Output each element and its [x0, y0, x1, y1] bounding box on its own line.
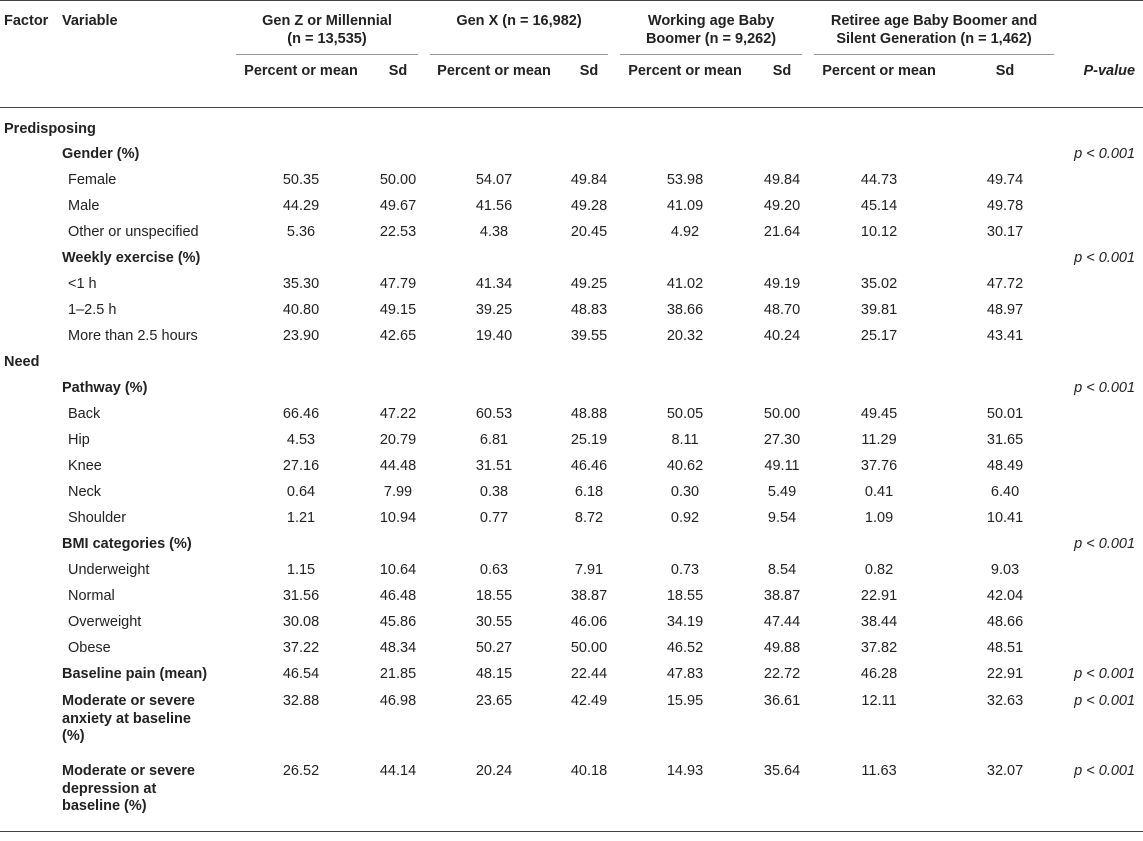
- cell-sd: 49.25: [570, 276, 608, 292]
- row-label: More than 2.5 hours: [68, 328, 198, 344]
- cell-percent-or-mean: 5.36: [286, 224, 316, 240]
- cell-sd: 50.00: [379, 172, 417, 188]
- group-working-line1: Working age Baby: [647, 13, 775, 29]
- subheader-pm: Percent or mean: [628, 63, 742, 79]
- cell-percent-or-mean: 30.55: [475, 614, 513, 630]
- cell-sd: 40.18: [570, 763, 608, 779]
- table-row: [0, 505, 1143, 531]
- cell-sd: 32.07: [986, 763, 1024, 779]
- section-row: [0, 107, 1143, 141]
- cell-percent-or-mean: 41.09: [666, 198, 704, 214]
- cell-percent-or-mean: 0.41: [864, 484, 894, 500]
- cell-sd: 8.54: [767, 562, 797, 578]
- row-label-line: depression at: [62, 780, 157, 797]
- cell-percent-or-mean: 50.35: [282, 172, 320, 188]
- cell-sd: 44.14: [379, 763, 417, 779]
- row-label-line: Moderate or severe: [62, 693, 195, 709]
- cell-sd: 49.84: [570, 172, 608, 188]
- cell-percent-or-mean: 31.51: [475, 458, 513, 474]
- p-value: [1060, 505, 1143, 531]
- cell-percent-or-mean: 0.82: [864, 562, 894, 578]
- row-label: Shoulder: [68, 510, 127, 526]
- cell-sd: 48.34: [379, 640, 417, 656]
- cell-percent-or-mean: 49.45: [860, 406, 898, 422]
- cell-percent-or-mean: 41.56: [475, 198, 513, 214]
- table-row: [0, 219, 1143, 245]
- cell-percent-or-mean: 48.15: [475, 666, 513, 682]
- cell-percent-or-mean: 35.02: [860, 276, 898, 292]
- p-value: [1060, 297, 1143, 323]
- cell-sd: 7.91: [574, 562, 604, 578]
- cell-sd: 20.79: [379, 432, 417, 448]
- cell-sd: 39.55: [570, 328, 608, 344]
- cell-sd: 48.51: [986, 640, 1024, 656]
- group-header-working-boomer: [614, 1, 808, 56]
- cell-sd: 49.88: [763, 640, 801, 656]
- p-value: [1060, 635, 1143, 661]
- row-label: [62, 687, 230, 757]
- cell-sd: 46.06: [570, 614, 608, 630]
- p-value: p < 0.001: [1074, 380, 1136, 396]
- table-row: [0, 245, 1143, 271]
- row-label: 1–2.5 h: [68, 302, 117, 318]
- cell-percent-or-mean: 50.27: [475, 640, 513, 656]
- cell-percent-or-mean: 54.07: [475, 172, 513, 188]
- cell-sd: 22.53: [379, 224, 417, 240]
- table-row: [0, 557, 1143, 583]
- cell-sd: 49.15: [379, 302, 417, 318]
- variable-header: Variable: [62, 13, 118, 29]
- row-label-line: Moderate or severe: [62, 763, 195, 779]
- subheader-sd: Sd: [772, 63, 792, 79]
- subheader-sd: Sd: [995, 63, 1015, 79]
- cell-sd: 22.44: [570, 666, 608, 682]
- cell-sd: 50.00: [570, 640, 608, 656]
- cell-percent-or-mean: 53.98: [666, 172, 704, 188]
- cell-sd: 22.91: [986, 666, 1024, 682]
- cell-percent-or-mean: 32.88: [282, 693, 320, 709]
- p-value: [1060, 609, 1143, 635]
- cell-sd: 9.03: [990, 562, 1020, 578]
- p-value: p < 0.001: [1074, 146, 1136, 162]
- group-genx-line1: Gen X (n = 16,982): [456, 13, 582, 29]
- cell-percent-or-mean: 38.66: [666, 302, 704, 318]
- cell-sd: 30.17: [986, 224, 1024, 240]
- header-row-2: [0, 55, 1143, 107]
- cell-percent-or-mean: 37.82: [860, 640, 898, 656]
- table-row: [0, 427, 1143, 453]
- cell-percent-or-mean: 0.73: [670, 562, 700, 578]
- cell-sd: 50.01: [986, 406, 1024, 422]
- cell-percent-or-mean: 26.52: [282, 763, 320, 779]
- cell-sd: 45.86: [379, 614, 417, 630]
- cell-percent-or-mean: 39.81: [860, 302, 898, 318]
- cell-percent-or-mean: 1.15: [286, 562, 316, 578]
- cell-percent-or-mean: 47.83: [666, 666, 704, 682]
- cell-percent-or-mean: 46.52: [666, 640, 704, 656]
- header-row-1: [0, 1, 1143, 56]
- cell-sd: 48.83: [570, 302, 608, 318]
- group-header-genz: [230, 1, 424, 56]
- p-value: [1060, 323, 1143, 349]
- subheader-pm: Percent or mean: [437, 63, 551, 79]
- cell-sd: 48.70: [763, 302, 801, 318]
- group-genz-line2: (n = 13,535): [287, 30, 367, 47]
- p-value: p < 0.001: [1074, 536, 1136, 552]
- cell-percent-or-mean: 14.93: [666, 763, 704, 779]
- cell-percent-or-mean: 0.63: [479, 562, 509, 578]
- cell-percent-or-mean: 60.53: [475, 406, 513, 422]
- cell-percent-or-mean: 37.76: [860, 458, 898, 474]
- cell-percent-or-mean: 8.11: [671, 432, 699, 448]
- cell-sd: 46.46: [570, 458, 608, 474]
- cell-percent-or-mean: 18.55: [666, 588, 704, 604]
- cell-percent-or-mean: 31.56: [282, 588, 320, 604]
- row-label: Other or unspecified: [68, 224, 199, 240]
- cell-percent-or-mean: 30.08: [282, 614, 320, 630]
- cell-percent-or-mean: 44.73: [860, 172, 898, 188]
- cell-sd: 49.74: [986, 172, 1024, 188]
- p-value: [1060, 583, 1143, 609]
- cell-sd: 42.04: [986, 588, 1024, 604]
- cell-percent-or-mean: 20.24: [475, 763, 513, 779]
- cell-percent-or-mean: 41.02: [666, 276, 704, 292]
- p-value: [1060, 453, 1143, 479]
- cell-percent-or-mean: 1.21: [286, 510, 316, 526]
- row-label: Neck: [68, 484, 102, 500]
- cell-sd: 21.64: [763, 224, 801, 240]
- group-retiree-line1: Retiree age Baby Boomer and: [830, 13, 1038, 29]
- p-value: p < 0.001: [1074, 763, 1136, 779]
- cell-percent-or-mean: 34.19: [666, 614, 704, 630]
- cell-sd: 48.66: [986, 614, 1024, 630]
- cell-sd: 47.22: [379, 406, 417, 422]
- cell-percent-or-mean: 23.90: [282, 328, 320, 344]
- table-row: [0, 583, 1143, 609]
- table-row: [0, 141, 1143, 167]
- row-label: [62, 757, 230, 831]
- cell-sd: 25.19: [570, 432, 608, 448]
- cell-sd: 36.61: [763, 693, 801, 709]
- row-label-line: anxiety at baseline: [62, 710, 191, 727]
- cell-percent-or-mean: 0.77: [479, 510, 509, 526]
- cell-percent-or-mean: 12.11: [861, 693, 897, 709]
- cell-sd: 50.00: [763, 406, 801, 422]
- row-label: Gender (%): [62, 146, 140, 162]
- p-value: p < 0.001: [1074, 693, 1136, 709]
- subheader-sd: Sd: [579, 63, 599, 79]
- section-predisposing: Predisposing: [4, 120, 96, 137]
- cell-sd: 49.28: [570, 198, 608, 214]
- cell-sd: 10.94: [379, 510, 417, 526]
- row-label: Female: [68, 172, 117, 188]
- cell-sd: 49.11: [764, 458, 800, 474]
- cell-percent-or-mean: 1.09: [864, 510, 894, 526]
- cell-percent-or-mean: 6.81: [479, 432, 509, 448]
- cell-percent-or-mean: 41.34: [475, 276, 513, 292]
- cell-percent-or-mean: 4.53: [286, 432, 316, 448]
- row-label: Knee: [68, 458, 102, 474]
- cell-sd: 42.49: [570, 693, 608, 709]
- group-genz-line1: Gen Z or Millennial: [262, 13, 392, 29]
- p-value: [1060, 479, 1143, 505]
- subheader-pm: Percent or mean: [822, 63, 936, 79]
- cell-percent-or-mean: 22.91: [860, 588, 898, 604]
- cell-sd: 47.72: [986, 276, 1024, 292]
- cell-percent-or-mean: 0.30: [670, 484, 700, 500]
- factor-header: Factor: [4, 13, 49, 29]
- p-value: p < 0.001: [1074, 250, 1136, 266]
- row-label: Obese: [68, 640, 111, 656]
- cell-percent-or-mean: 45.14: [860, 198, 898, 214]
- table-row: [0, 531, 1143, 557]
- cell-percent-or-mean: 27.16: [282, 458, 320, 474]
- table-row: [0, 323, 1143, 349]
- cell-sd: 7.99: [383, 484, 413, 500]
- table-row: [0, 609, 1143, 635]
- cell-percent-or-mean: 10.12: [860, 224, 898, 240]
- table-row: [0, 401, 1143, 427]
- cell-sd: 46.48: [379, 588, 417, 604]
- cell-percent-or-mean: 11.63: [861, 763, 897, 779]
- cell-percent-or-mean: 25.17: [860, 328, 898, 344]
- cell-sd: 35.64: [763, 763, 801, 779]
- cell-sd: 49.78: [986, 198, 1024, 214]
- cell-percent-or-mean: 0.38: [479, 484, 509, 500]
- cell-percent-or-mean: 44.29: [282, 198, 320, 214]
- cell-percent-or-mean: 18.55: [475, 588, 513, 604]
- section-row: [0, 349, 1143, 375]
- row-label: Underweight: [68, 562, 150, 578]
- cell-sd: 40.24: [763, 328, 801, 344]
- cell-sd: 44.48: [379, 458, 417, 474]
- table-row: [0, 297, 1143, 323]
- cell-sd: 31.65: [986, 432, 1024, 448]
- table-row: [0, 479, 1143, 505]
- cell-percent-or-mean: 19.40: [475, 328, 513, 344]
- cell-percent-or-mean: 4.92: [670, 224, 700, 240]
- cell-sd: 49.20: [763, 198, 801, 214]
- cell-sd: 48.88: [570, 406, 608, 422]
- table-row: [0, 635, 1143, 661]
- cell-sd: 38.87: [763, 588, 801, 604]
- row-label: <1 h: [68, 276, 97, 292]
- row-label: Pathway (%): [62, 380, 148, 396]
- cell-percent-or-mean: 23.65: [475, 693, 513, 709]
- cell-percent-or-mean: 4.38: [479, 224, 509, 240]
- p-value: [1060, 401, 1143, 427]
- table-row: [0, 687, 1143, 757]
- row-label: BMI categories (%): [62, 536, 192, 552]
- table-row: [0, 757, 1143, 831]
- group-working-line2: Boomer (n = 9,262): [645, 30, 777, 47]
- table-row: [0, 375, 1143, 401]
- cell-sd: 27.30: [763, 432, 801, 448]
- group-retiree-line2: Silent Generation (n = 1,462): [836, 30, 1032, 47]
- row-label: Weekly exercise (%): [62, 250, 201, 266]
- cell-percent-or-mean: 46.54: [282, 666, 320, 682]
- cell-percent-or-mean: 39.25: [475, 302, 513, 318]
- pvalue-header: P-value: [1083, 63, 1136, 79]
- cell-sd: 6.18: [574, 484, 604, 500]
- table-row: [0, 167, 1143, 193]
- cell-percent-or-mean: 20.32: [666, 328, 704, 344]
- cell-sd: 43.41: [986, 328, 1024, 344]
- p-value: [1060, 193, 1143, 219]
- row-label: Back: [68, 406, 101, 422]
- row-label-line: baseline (%): [62, 798, 147, 814]
- cell-percent-or-mean: 0.64: [286, 484, 316, 500]
- p-value: [1060, 271, 1143, 297]
- cell-sd: 46.98: [379, 693, 417, 709]
- table-row: [0, 661, 1143, 687]
- cell-sd: 32.63: [986, 693, 1024, 709]
- cell-sd: 21.85: [379, 666, 417, 682]
- cell-sd: 10.41: [986, 510, 1024, 526]
- group-header-genx: [424, 1, 614, 56]
- cell-percent-or-mean: 40.62: [666, 458, 704, 474]
- cell-percent-or-mean: 11.29: [861, 432, 897, 448]
- cell-sd: 42.65: [379, 328, 417, 344]
- cell-sd: 38.87: [570, 588, 608, 604]
- cell-sd: 48.97: [986, 302, 1024, 318]
- p-value: [1060, 557, 1143, 583]
- p-value: [1060, 219, 1143, 245]
- cell-sd: 47.44: [763, 614, 801, 630]
- row-label: Male: [68, 198, 100, 214]
- cell-sd: 49.67: [379, 198, 417, 214]
- cell-sd: 9.54: [767, 510, 797, 526]
- group-header-retiree-boomer: [808, 1, 1060, 56]
- p-value: [1060, 427, 1143, 453]
- cell-sd: 48.49: [986, 458, 1024, 474]
- subheader-sd: Sd: [388, 63, 408, 79]
- cell-sd: 49.84: [763, 172, 801, 188]
- table-row: [0, 271, 1143, 297]
- table-row: [0, 193, 1143, 219]
- cell-percent-or-mean: 35.30: [282, 276, 320, 292]
- cell-sd: 6.40: [990, 484, 1020, 500]
- cell-sd: 10.64: [379, 562, 417, 578]
- table-row: [0, 453, 1143, 479]
- row-label: Hip: [68, 432, 90, 448]
- cell-percent-or-mean: 40.80: [282, 302, 320, 318]
- p-value: [1060, 167, 1143, 193]
- cell-percent-or-mean: 50.05: [666, 406, 704, 422]
- cell-sd: 20.45: [570, 224, 608, 240]
- cell-percent-or-mean: 66.46: [282, 406, 320, 422]
- row-label: Normal: [68, 588, 115, 604]
- cell-sd: 47.79: [379, 276, 417, 292]
- cell-percent-or-mean: 0.92: [670, 510, 700, 526]
- cell-percent-or-mean: 15.95: [666, 693, 704, 709]
- cell-sd: 22.72: [763, 666, 801, 682]
- cell-percent-or-mean: 37.22: [282, 640, 320, 656]
- cell-sd: 8.72: [574, 510, 604, 526]
- section-need: Need: [4, 354, 40, 370]
- cell-sd: 49.19: [763, 276, 801, 292]
- row-label-line: (%): [62, 728, 85, 744]
- cell-sd: 5.49: [767, 484, 797, 500]
- row-label: Overweight: [68, 614, 142, 630]
- row-label: Baseline pain (mean): [62, 666, 208, 682]
- p-value: p < 0.001: [1074, 666, 1136, 682]
- cell-percent-or-mean: 46.28: [860, 666, 898, 682]
- cell-percent-or-mean: 38.44: [860, 614, 898, 630]
- subheader-pm: Percent or mean: [244, 63, 358, 79]
